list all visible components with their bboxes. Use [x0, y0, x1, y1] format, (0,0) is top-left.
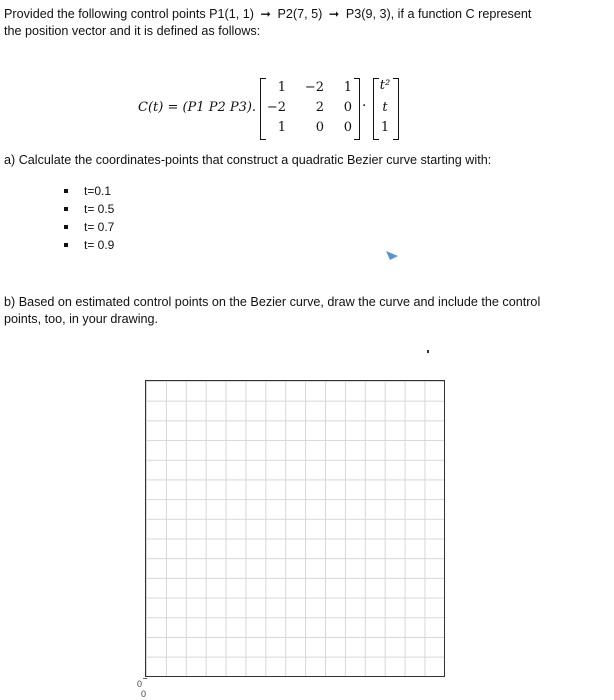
intro-text-p2: P2(7, 5)	[277, 7, 323, 21]
question-b-line-2: points, too, in your drawing.	[4, 312, 159, 326]
question-a-label: a) Calculate the coordinates-points that construct a quadratic Bezier curve starting with:	[4, 153, 492, 167]
list-item: t= 0.5	[64, 200, 114, 218]
vector-cell: t²	[379, 78, 391, 93]
matrix-cell: 0	[343, 100, 352, 115]
matrix-cell: 2	[315, 100, 324, 115]
x-origin-label: 0	[141, 689, 147, 699]
cursor-mark-icon	[384, 248, 400, 262]
vector-cell: t	[382, 100, 388, 115]
vector-cell: 1	[380, 120, 390, 135]
matrix-cell: 1	[277, 80, 286, 95]
equation-lhs: C(t) = (P1 P2 P3).	[138, 100, 257, 115]
arrow-right-icon: ➞	[260, 7, 271, 21]
intro-text-p1: Provided the following control points P1(1, 1)	[4, 7, 254, 21]
arrow-right-icon: ➞	[328, 7, 340, 21]
axis-tick	[143, 678, 147, 679]
list-item: t=0.1	[64, 182, 114, 200]
list-item: t= 0.7	[64, 218, 114, 236]
matrix-right-bracket	[354, 78, 360, 140]
intro-text-p3: P3(9, 3), if a function C represent	[345, 7, 532, 21]
matrix-cell: −2	[266, 100, 286, 115]
matrix-cell: 0	[343, 120, 352, 135]
grid-lines	[146, 381, 444, 676]
matrix-cell: −2	[304, 80, 324, 95]
t-value-list	[64, 182, 114, 254]
intro-line-2: the position vector and it is defined as follows:	[4, 24, 261, 38]
stray-mark	[427, 350, 429, 353]
matrix-cell: 0	[315, 120, 324, 135]
intro-line-1	[4, 6, 531, 22]
list-item: t= 0.9	[64, 236, 114, 254]
question-b-line-1: b) Based on estimated control points on the Bezier curve, draw the curve and include the control	[4, 295, 541, 309]
y-origin-label: 0	[137, 679, 143, 689]
matrix-cell: 1	[277, 120, 286, 135]
drawing-grid[interactable]	[145, 380, 445, 677]
dot-operator: ·	[362, 98, 367, 114]
matrix-cell: 1	[343, 80, 352, 95]
